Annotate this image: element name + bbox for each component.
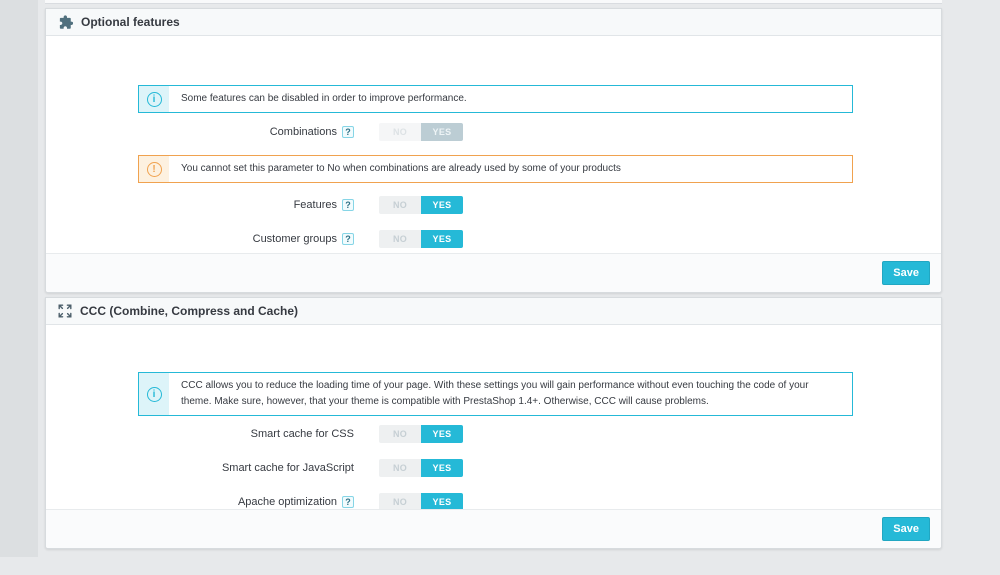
warning-icon: ! bbox=[139, 156, 169, 182]
help-icon[interactable]: ? bbox=[342, 233, 354, 245]
panel-header bbox=[46, 9, 941, 36]
toggle-no-option[interactable]: NO bbox=[379, 230, 421, 248]
panel-footer bbox=[46, 509, 941, 548]
customer-groups-row bbox=[46, 230, 941, 248]
toggle-yes-option[interactable]: YES bbox=[421, 230, 463, 248]
smart-cache-css-label: Smart cache for CSS bbox=[250, 428, 354, 440]
save-button[interactable]: Save bbox=[882, 517, 930, 541]
panel-title: CCC (Combine, Compress and Cache) bbox=[80, 304, 299, 318]
toggle-yes-option[interactable]: YES bbox=[421, 196, 463, 214]
toggle-no-option[interactable]: NO bbox=[379, 493, 421, 511]
warning-alert bbox=[138, 155, 853, 183]
combinations-toggle[interactable] bbox=[379, 123, 463, 141]
info-icon: i bbox=[139, 86, 169, 112]
panel-header bbox=[46, 298, 941, 325]
combinations-label: Combinations ? bbox=[46, 123, 354, 141]
optional-features-panel bbox=[45, 8, 942, 293]
smart-cache-javascript-row bbox=[46, 459, 941, 477]
smart-cache-javascript-toggle[interactable] bbox=[379, 459, 463, 477]
toggle-no-option[interactable]: NO bbox=[379, 196, 421, 214]
info-icon: i bbox=[139, 373, 169, 415]
smart-cache-javascript-label: Smart cache for JavaScript bbox=[221, 462, 354, 474]
expand-icon bbox=[58, 304, 72, 318]
smart-cache-css-row bbox=[46, 425, 941, 443]
toggle-yes-option[interactable]: YES bbox=[421, 459, 463, 477]
smart-cache-css-toggle[interactable] bbox=[379, 425, 463, 443]
features-label: Features ? bbox=[46, 196, 354, 214]
help-icon[interactable]: ? bbox=[342, 199, 354, 211]
combinations-row bbox=[46, 123, 941, 141]
help-icon[interactable]: ? bbox=[342, 496, 354, 508]
toggle-yes-option[interactable]: YES bbox=[421, 123, 463, 141]
customer-groups-label: Customer groups ? bbox=[46, 230, 354, 248]
panel-title: Optional features bbox=[81, 15, 180, 29]
apache-optimization-label: Apache optimization ? bbox=[46, 493, 354, 511]
toggle-no-option[interactable]: NO bbox=[379, 459, 421, 477]
features-row bbox=[46, 196, 941, 214]
ccc-panel bbox=[45, 297, 942, 549]
toggle-no-option[interactable]: NO bbox=[379, 425, 421, 443]
info-alert-text: Some features can be disabled in order to improve performance. bbox=[181, 93, 467, 104]
warning-alert-text: You cannot set this parameter to No when combinations are already used by some of your products bbox=[181, 163, 621, 174]
info-alert bbox=[138, 85, 853, 113]
page-left-gutter bbox=[0, 0, 38, 557]
features-toggle[interactable] bbox=[379, 196, 463, 214]
toggle-yes-option[interactable]: YES bbox=[421, 425, 463, 443]
puzzle-icon bbox=[58, 15, 73, 30]
info-alert-text: CCC allows you to reduce the loading time of your page. With these settings you will gain performance without even touching the code of your theme. Make sure, however, that your theme is compatible with PrestaShop 1.4+. Otherwise, CCC will cause problems. bbox=[181, 380, 809, 407]
info-alert bbox=[138, 372, 853, 416]
save-button[interactable]: Save bbox=[882, 261, 930, 285]
previous-panel-bottom-edge bbox=[45, 0, 942, 4]
toggle-no-option[interactable]: NO bbox=[379, 123, 421, 141]
help-icon[interactable]: ? bbox=[342, 126, 354, 138]
toggle-yes-option[interactable]: YES bbox=[421, 493, 463, 511]
customer-groups-toggle[interactable] bbox=[379, 230, 463, 248]
panel-footer bbox=[46, 253, 941, 292]
